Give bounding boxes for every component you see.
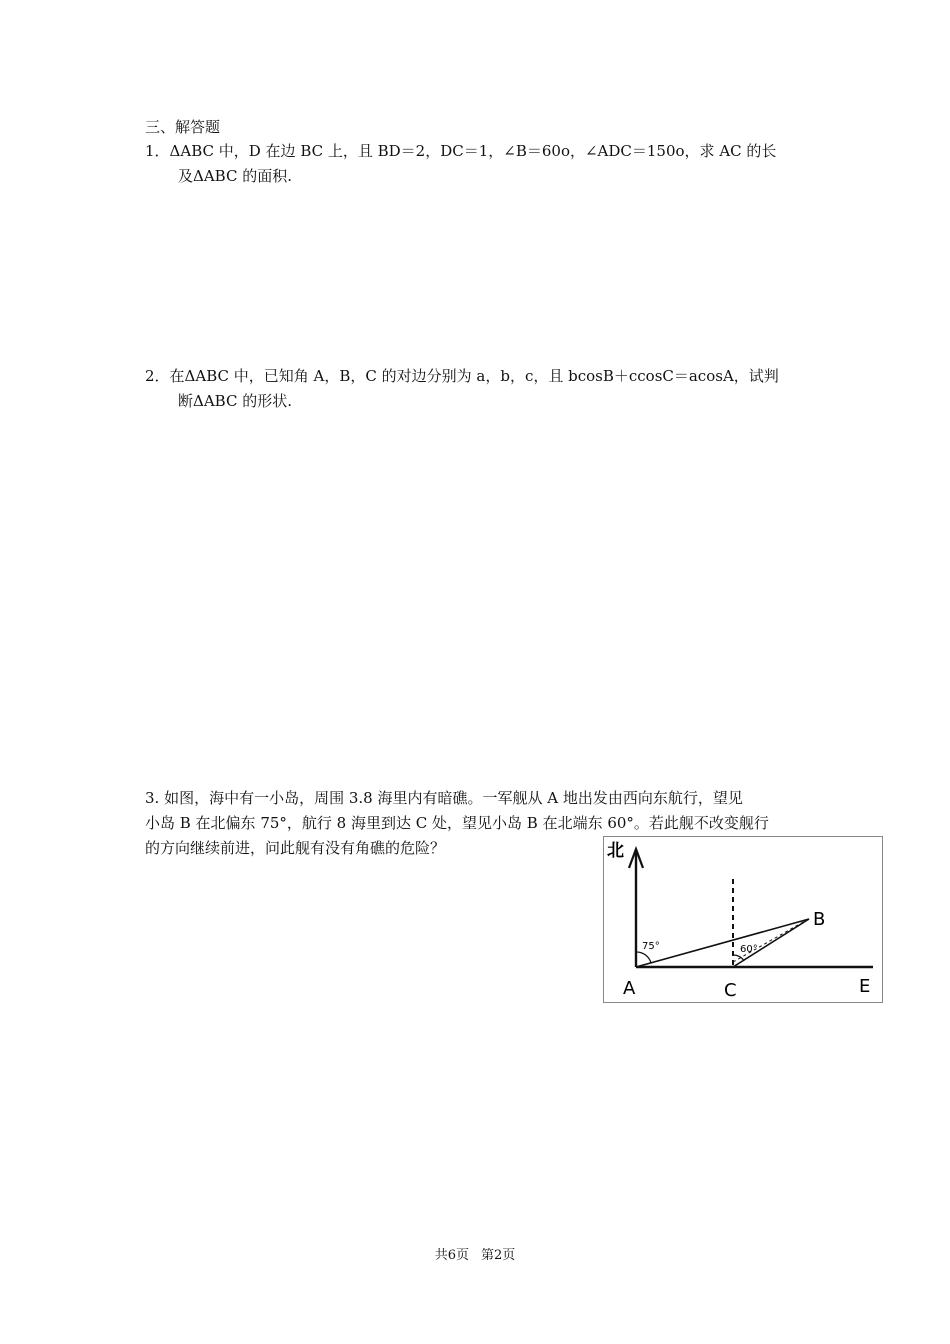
- point-b-label: B: [813, 909, 826, 930]
- current-page: 第2页: [481, 1248, 516, 1263]
- total-pages: 共6页: [434, 1248, 469, 1263]
- question-1-line-1: 1．ΔABC 中，D 在边 BC 上，且 BD＝2，DC＝1，∠B＝60o，∠ADC＝150o，求 AC 的长: [145, 142, 777, 160]
- point-a-label: A: [623, 978, 636, 999]
- angle-a-label: 75°: [642, 941, 660, 952]
- navigation-figure: [603, 836, 883, 1003]
- figure-border: [604, 837, 883, 1003]
- page-footer: [0, 1247, 950, 1265]
- question-2-line-1: 2．在ΔABC 中，已知角 A，B，C 的对边分别为 a，b，c，且 bcosB＋ccosC＝acosA，试判: [145, 367, 779, 385]
- question-3-line-2: 小岛 B 在北偏东 75°，航行 8 海里到达 C 处，望见小岛 B 在北端东 60°。若此舰不改变舰行: [145, 814, 769, 832]
- question-3-line-1: 3. 如图，海中有一小岛，周围 3.8 海里内有暗礁。一军舰从 A 地出发由西向东航行，望见: [145, 789, 743, 807]
- section-title: 三、解答题: [145, 118, 221, 136]
- point-e-label: E: [859, 976, 871, 997]
- point-c-label: C: [724, 980, 737, 1001]
- question-3-line-3: 的方向继续前进，问此舰有没有角礁的危险？: [145, 839, 446, 857]
- angle-c-label: 60°: [740, 944, 758, 955]
- question-2-line-2: 断ΔABC 的形状.: [178, 392, 292, 410]
- north-label: 北: [607, 841, 624, 861]
- question-1-line-2: 及ΔABC 的面积.: [178, 167, 292, 185]
